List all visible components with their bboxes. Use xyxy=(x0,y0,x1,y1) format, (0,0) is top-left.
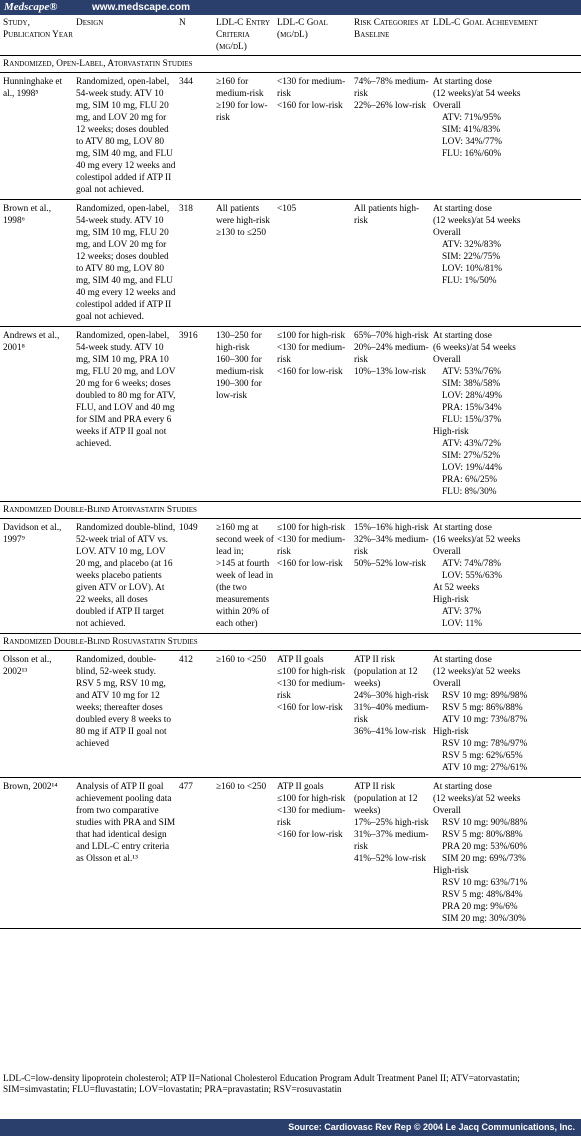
col-header-entry: LDL-C Entry Criteria (mg/dL) xyxy=(213,15,274,56)
bottom-banner xyxy=(0,1119,581,1136)
cell-n: 344 xyxy=(176,73,213,200)
goal-line: <160 for low-risk xyxy=(277,101,343,111)
cell-goal-achievement xyxy=(430,327,581,502)
risk-line: 41%–52% low-risk xyxy=(354,854,427,864)
goal-line: <130 for medium-risk xyxy=(277,679,346,701)
risk-line: 65%–70% high-risk xyxy=(354,331,429,341)
cell-study: Olsson et al., 2002¹³ xyxy=(0,651,73,778)
cell-n: 3916 xyxy=(179,331,198,341)
entry-line: ≥160 to <250 xyxy=(216,655,267,665)
medscape-logo[interactable]: Medscape® xyxy=(4,1,58,13)
achievement-line: RSV 5 mg: 48%/84% xyxy=(442,890,523,900)
table-row xyxy=(0,651,581,778)
goal-line: ATP II goals xyxy=(277,655,324,665)
achievement-line: RSV 5 mg: 62%/65% xyxy=(442,751,523,761)
cell-risk-categories xyxy=(351,200,430,327)
cell-entry-criteria xyxy=(213,73,274,200)
entry-line: 160–300 for medium-risk xyxy=(216,355,264,377)
achievement-line: Overall xyxy=(433,101,461,111)
entry-line: ≥160 for medium-risk xyxy=(216,77,264,99)
achievement-line: LOV: 55%/63% xyxy=(442,571,502,581)
cell-goal-achievement xyxy=(430,73,581,200)
achievement-line: ATV: 74%/78% xyxy=(442,559,501,569)
risk-line: 10%–13% low-risk xyxy=(354,367,427,377)
achievement-line: (16 weeks)/at 52 weeks xyxy=(433,535,521,545)
achievement-line: PRA: 6%/25% xyxy=(442,475,498,485)
achievement-line: LOV: 28%/49% xyxy=(442,391,502,401)
achievement-line: FLU: 16%/60% xyxy=(442,149,502,159)
cell-goal-achievement xyxy=(430,651,581,778)
achievement-line: SIM 20 mg: 30%/30% xyxy=(442,914,526,924)
cell-risk-categories xyxy=(351,778,430,929)
cell-entry-criteria xyxy=(213,778,274,929)
section-title: Randomized Double-Blind Rosuvastatin Studies xyxy=(0,634,581,651)
footnote: LDL-C=low-density lipoprotein cholesterol; ATP II=National Cholesterol Education Program Adult Treatment Panel II; ATV=atorvastatin; SIM=simvastatin; FLU=fluvastatin; LOV=lovastatin; PRA=pravastatin; RSV=rosuvastatin xyxy=(3,1074,520,1095)
goal-line: <130 for medium-risk xyxy=(277,806,346,828)
achievement-line: Overall xyxy=(433,355,461,365)
achievement-line: At starting dose xyxy=(433,204,492,214)
risk-line: 20%–24% medium-risk xyxy=(354,343,429,365)
achievement-line: At 52 weeks xyxy=(433,583,480,593)
entry-line: ≥190 for low-risk xyxy=(216,101,268,123)
col-header-study: Study, Publication Year xyxy=(0,15,73,56)
achievement-line: At starting dose xyxy=(433,782,492,792)
risk-line: 74%–78% medium-risk xyxy=(354,77,429,99)
cell-design: Analysis of ATP II goal achievement pooling data from two comparative studies with PRA and SIM that had identical design and LDL-C entry criteria as Olsson et al.¹³ xyxy=(73,778,176,929)
site-url[interactable]: www.medscape.com xyxy=(92,2,190,13)
cell-goal-achievement xyxy=(430,200,581,327)
risk-line: 31%–37% medium-risk xyxy=(354,830,429,852)
achievement-line: SIM: 22%/75% xyxy=(442,252,501,262)
achievement-line: RSV 5 mg: 86%/88% xyxy=(442,703,523,713)
col-header-risk: Risk Categories at Baseline xyxy=(351,15,430,56)
top-banner xyxy=(0,0,581,15)
cell-study: Brown et al., 1998⁶ xyxy=(0,200,73,327)
achievement-line: High-risk xyxy=(433,595,469,605)
achievement-line: (12 weeks)/at 52 weeks xyxy=(433,794,521,804)
achievement-line: High-risk xyxy=(433,866,469,876)
entry-line: >145 at fourth week of lead in (the two measurements within 20% of each other) xyxy=(216,559,274,629)
achievement-line: RSV 10 mg: 78%/97% xyxy=(442,739,528,749)
table-row xyxy=(0,73,581,200)
achievement-line: LOV: 11% xyxy=(442,619,483,629)
risk-line: ATP II risk (population at 12 weeks) xyxy=(354,782,418,816)
achievement-line: High-risk xyxy=(433,727,469,737)
cell-design: Randomized, open-label, 54-week study. ATV 10 mg, SIM 10 mg, FLU 20 mg, and LOV 20 mg for 12 weeks; doses doubled to ATV 80 mg, LOV 80 mg, SIM 40 mg, and FLU 40 mg every 12 weeks and colestipol added if ATP II goal not achieved. xyxy=(73,200,176,327)
statin-goal-table xyxy=(0,15,581,929)
risk-line: All patients high-risk xyxy=(354,204,420,226)
entry-line: 190–300 for low-risk xyxy=(216,379,262,401)
cell-risk-categories xyxy=(351,73,430,200)
cell-goal-achievement xyxy=(430,778,581,929)
risk-line: 15%–16% high-risk xyxy=(354,523,429,533)
goal-line: <160 for low-risk xyxy=(277,559,343,569)
achievement-line: High-risk xyxy=(433,427,469,437)
achievement-line: SIM: 27%/52% xyxy=(442,451,501,461)
col-header-achievement: LDL-C Goal Achievement xyxy=(430,15,581,56)
goal-line: <160 for low-risk xyxy=(277,830,343,840)
header-row xyxy=(0,15,581,56)
achievement-line: At starting dose xyxy=(433,655,492,665)
table-container xyxy=(0,15,581,1119)
section-header-row xyxy=(0,634,581,651)
achievement-line: RSV 10 mg: 63%/71% xyxy=(442,878,528,888)
goal-line: <130 for medium-risk xyxy=(277,343,346,365)
cell-n: 318 xyxy=(176,200,213,327)
achievement-line: LOV: 34%/77% xyxy=(442,137,502,147)
achievement-line: Overall xyxy=(433,679,461,689)
cell-study: Hunninghake et al., 1998⁵ xyxy=(0,73,73,200)
col-header-design: Design xyxy=(73,15,176,56)
risk-line: 17%–25% high-risk xyxy=(354,818,429,828)
achievement-line: SIM: 38%/58% xyxy=(442,379,501,389)
risk-line: 36%–41% low-risk xyxy=(354,727,427,737)
goal-line: ≤100 for high-risk xyxy=(277,331,346,341)
achievement-line: ATV: 37% xyxy=(442,607,482,617)
achievement-line: ATV: 71%/95% xyxy=(442,113,501,123)
achievement-line: ATV: 43%/72% xyxy=(442,439,501,449)
achievement-line: SIM: 41%/83% xyxy=(442,125,501,135)
cell-n: 1049 xyxy=(179,523,198,533)
goal-line: <130 for medium-risk xyxy=(277,535,346,557)
risk-line: 32%–34% medium-risk xyxy=(354,535,429,557)
cell-study: Davidson et al., 1997⁹ xyxy=(3,523,62,545)
cell-ldl-goal xyxy=(274,519,351,634)
goal-line: ≤100 for high-risk xyxy=(277,794,346,804)
risk-line: 22%–26% low-risk xyxy=(354,101,427,111)
entry-line: 130–250 for high-risk xyxy=(216,331,262,353)
goal-line: <130 for medium-risk xyxy=(277,77,346,99)
table-row xyxy=(0,200,581,327)
cell-study: Andrews et al., 2001⁸ xyxy=(3,331,60,353)
achievement-line: At starting dose xyxy=(433,331,492,341)
entry-line: All patients were high-risk xyxy=(216,204,270,226)
cell-ldl-goal xyxy=(274,651,351,778)
achievement-line: FLU: 15%/37% xyxy=(442,415,502,425)
risk-line: 24%–30% high-risk xyxy=(354,691,429,701)
achievement-line: LOV: 10%/81% xyxy=(442,264,502,274)
achievement-line: RSV 10 mg: 90%/88% xyxy=(442,818,528,828)
cell-entry-criteria xyxy=(213,200,274,327)
achievement-line: RSV 5 mg: 80%/88% xyxy=(442,830,523,840)
source-credit: Source: Cardiovasc Rev Rep © 2004 Le Jacq Communications, Inc. xyxy=(288,1122,575,1132)
table-row xyxy=(0,519,581,634)
section-title: Randomized Double-Blind Atorvastatin Studies xyxy=(0,502,581,519)
achievement-line: PRA 20 mg: 9%/6% xyxy=(442,902,518,912)
risk-line: ATP II risk (population at 12 weeks) xyxy=(354,655,418,689)
cell-risk-categories xyxy=(351,651,430,778)
section-header-row xyxy=(0,56,581,73)
cell-ldl-goal xyxy=(274,327,351,502)
entry-line: ≥160 to <250 xyxy=(216,782,267,792)
section-title: Randomized, Open-Label, Atorvastatin Studies xyxy=(0,56,581,73)
goal-line: <105 xyxy=(277,204,297,214)
achievement-line: FLU: 1%/50% xyxy=(442,276,497,286)
achievement-line: Overall xyxy=(433,547,461,557)
achievement-line: ATV 10 mg: 27%/61% xyxy=(442,763,528,773)
cell-design: Randomized, double-blind, 52-week study. RSV 5 mg, RSV 10 mg, and ATV 10 mg for 12 weeks; thereafter doses doubled every 8 weeks to 80 mg if ATP II goal not achieved xyxy=(73,651,176,778)
achievement-line: (12 weeks)/at 52 weeks xyxy=(433,667,521,677)
cell-goal-achievement xyxy=(430,519,581,634)
entry-line: ≥130 to ≤250 xyxy=(216,228,266,238)
achievement-line: ATV: 32%/83% xyxy=(442,240,501,250)
achievement-line: (12 weeks)/at 54 weeks xyxy=(433,89,521,99)
entry-line: ≥160 mg at second week of lead in; xyxy=(216,523,274,557)
achievement-line: RSV 10 mg: 89%/98% xyxy=(442,691,528,701)
achievement-line: SIM 20 mg: 69%/73% xyxy=(442,854,526,864)
risk-line: 31%–40% medium-risk xyxy=(354,703,429,725)
goal-line: <160 for low-risk xyxy=(277,703,343,713)
achievement-line: At starting dose xyxy=(433,77,492,87)
goal-line: ATP II goals xyxy=(277,782,324,792)
achievement-line: ATV 10 mg: 73%/87% xyxy=(442,715,528,725)
section-header-row xyxy=(0,502,581,519)
table-row xyxy=(0,778,581,929)
achievement-line: ATV: 53%/76% xyxy=(442,367,501,377)
col-header-goal: LDL-C Goal (mg/dL) xyxy=(274,15,351,56)
cell-ldl-goal xyxy=(274,73,351,200)
achievement-line: (6 weeks)/at 54 weeks xyxy=(433,343,516,353)
cell-ldl-goal xyxy=(274,778,351,929)
table-row xyxy=(0,327,581,502)
goal-line: ≤100 for high-risk xyxy=(277,523,346,533)
cell-entry-criteria xyxy=(213,519,274,634)
table-body xyxy=(0,56,581,929)
goal-line: ≤100 for high-risk xyxy=(277,667,346,677)
cell-risk-categories xyxy=(351,327,430,502)
cell-design: Randomized, open-label, 54-week study. ATV 10 mg, SIM 10 mg, FLU 20 mg, and LOV 20 mg for 12 weeks; doses doubled to ATV 80 mg, LOV 80 mg, SIM 40 mg, and FLU 40 mg every 12 weeks and colestipol added if ATP II goal not achieved. xyxy=(73,73,176,200)
achievement-line: FLU: 8%/30% xyxy=(442,487,497,497)
cell-design: Randomized double-blind, 52-week trial of ATV vs. LOV. ATV 10 mg, LOV 20 mg, and placebo (at 16 weeks placebo patients given ATV or LOV). At 22 weeks, all doses doubled if ATP II target not achieved. xyxy=(76,523,176,629)
goal-line: <160 for low-risk xyxy=(277,367,343,377)
achievement-line: PRA 20 mg: 53%/60% xyxy=(442,842,527,852)
achievement-line: (12 weeks)/at 54 weeks xyxy=(433,216,521,226)
cell-n: 477 xyxy=(176,778,213,929)
achievement-line: At starting dose xyxy=(433,523,492,533)
cell-ldl-goal xyxy=(274,200,351,327)
achievement-line: Overall xyxy=(433,228,461,238)
cell-study: Brown, 2002¹⁴ xyxy=(0,778,73,929)
achievement-line: Overall xyxy=(433,806,461,816)
risk-line: 50%–52% low-risk xyxy=(354,559,427,569)
cell-design: Randomized, open-label, 54-week study. ATV 10 mg, SIM 10 mg, PRA 10 mg, FLU 20 mg, and LOV 20 mg for 6 weeks; doses doubled to 80 mg for ATV, FLU, and LOV and 40 mg for SIM and PRA every 6 weeks if ATP II goal not achieved. xyxy=(76,331,176,449)
cell-entry-criteria xyxy=(213,327,274,502)
cell-n: 412 xyxy=(176,651,213,778)
col-header-n: N xyxy=(176,15,213,56)
achievement-line: LOV: 19%/44% xyxy=(442,463,502,473)
achievement-line: PRA: 15%/34% xyxy=(442,403,502,413)
cell-risk-categories xyxy=(351,519,430,634)
cell-entry-criteria xyxy=(213,651,274,778)
